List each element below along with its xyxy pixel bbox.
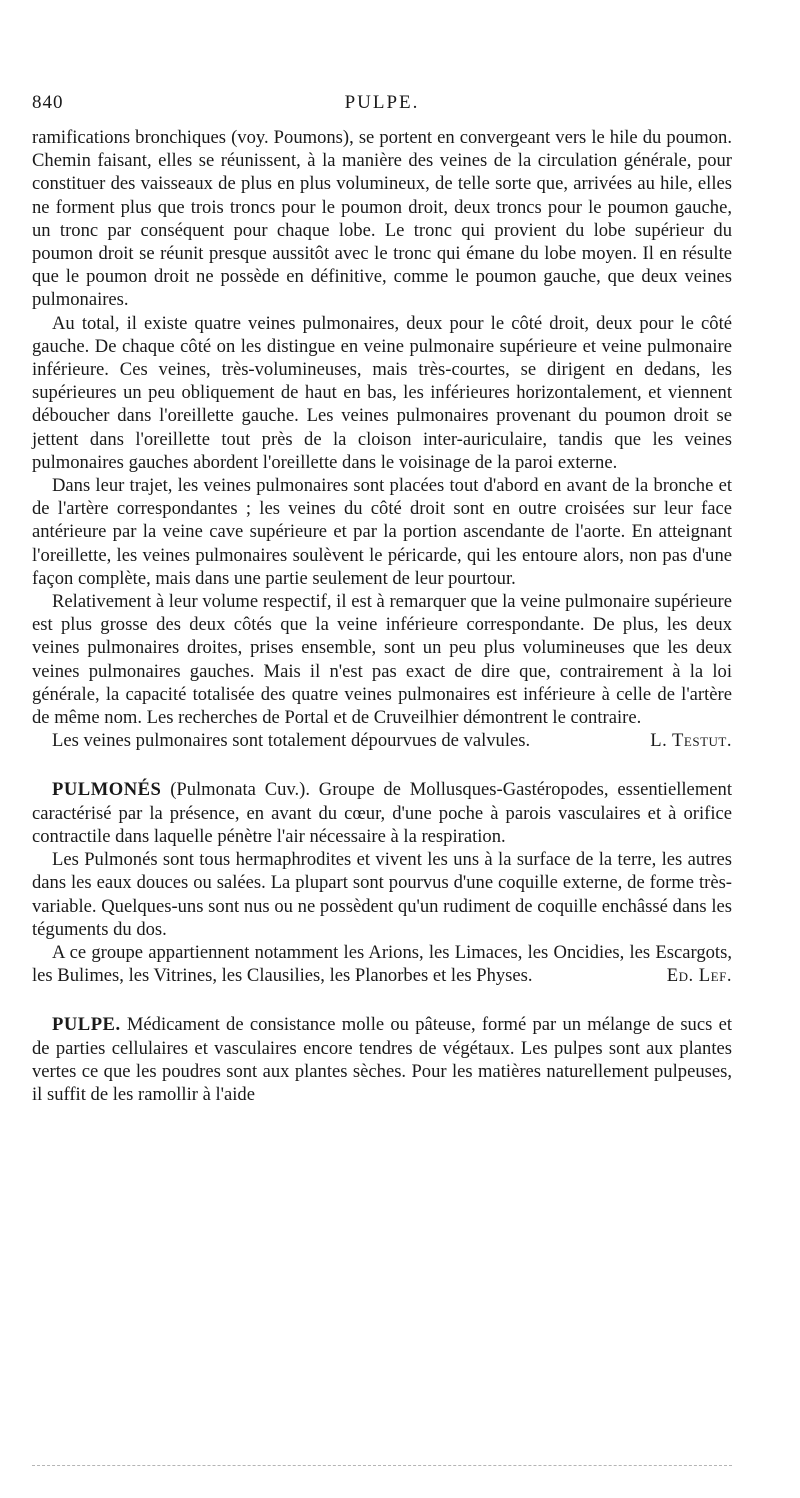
pulmones-definition-text: (Pulmonata Cuv.). Groupe de Mollusques-Gastéropodes, essentiellement caractérisé par la présence, en avant du cœur, d'une poche à parois vasculaires et à orifice contractile dans laquelle pénètre l'air nécessaire à la respiration. xyxy=(32,779,732,847)
veines-closing-text: Les veines pulmonaires sont totalement dépourvues de valvules. xyxy=(52,730,531,752)
veines-paragraph-3: Dans leur trajet, les veines pulmonaires sont placées tout d'abord en avant de la bronche et de l'artère correspondantes ; les veines du côté droit sont en outre croisées sur leur face antérieure par la veine cave supérieure et par la portion ascendante de l'aorte. En atteignant l'oreillette, les veines pulmonaires soulèvent le péricarde, qui les entoure alors, non pas d'une façon complète, mais dans une partie seulement de leur pourtour. xyxy=(32,475,732,589)
pulmones-paragraph-3 xyxy=(32,941,732,987)
veines-paragraph-5 xyxy=(32,729,732,752)
veines-paragraph-2: Au total, il existe quatre veines pulmonaires, deux pour le côté droit, deux pour le côté gauche. De chaque côté on les distingue en veine pulmonaire supérieure et veine pulmonaire inférieure. Ces veines, très-volumineuses, mais très-courtes, se dirigent en dedans, les supérieures un peu obliquement de haut en bas, les inférieures horizontalement, et viennent déboucher dans l'oreillette gauche. Les veines pulmonaires provenant du poumon droit se jettent dans l'oreillette tout près de la cloison inter-auriculaire, tandis que les veines pulmonaires gauches abordent l'oreillette dans le voisinage de la paroi externe. xyxy=(32,312,732,473)
page-header xyxy=(32,92,732,118)
entry-term: PULMONÉS xyxy=(52,779,162,801)
pulmones-paragraph-3-text: A ce groupe appartiennent notamment les Arions, les Limaces, les Oncidies, les Escargots, les Bulimes, les Vitrines, les Clausilies, les Planorbes et les Physes. xyxy=(32,941,732,987)
article-body xyxy=(32,126,732,1106)
running-title: PULPE. xyxy=(344,92,420,113)
pulpe-definition-text: Médicament de consistance molle ou pâteuse, formé par un mélange de sucs et de parties cellulaires et vasculaires encore tendres de végétaux. Les pulpes sont aux plantes vertes ce que les poudres sont aux plantes sèches. Pour les matières naturellement pulpeuses, il suffit de les ramollir à l'aide xyxy=(32,1014,732,1105)
entry-separator xyxy=(32,752,732,778)
page xyxy=(32,0,732,1498)
pulmones-paragraph-2: Les Pulmonés sont tous hermaphrodites et vivent les uns à la surface de la terre, les autres dans les eaux douces ou salées. La plupart sont pourvus d'une coquille externe, de forme très-variable. Quelques-uns sont nus ou ne possèdent qu'un rudiment de coquille enchâssé dans les téguments du dos. xyxy=(32,849,732,940)
footer-rule xyxy=(32,1465,732,1466)
author-signature: L. Testut. xyxy=(650,730,732,752)
pulmones-definition xyxy=(32,778,732,848)
page-number: 840 xyxy=(32,92,64,113)
veines-paragraph-4: Relativement à leur volume respectif, il est à remarquer que la veine pulmonaire supérieure est plus grosse des deux côtés que la veine inférieure correspondante. De plus, les deux veines pulmonaires droites, prises ensemble, sont un peu plus volumineuses que les deux veines pulmonaires gauches. Mais il n'est pas exact de dire que, contrairement à la loi générale, la capacité totalisée des quatre veines pulmonaires est inférieure à celle de l'artère de même nom. Les recherches de Portal et de Cruveilhier démontrent le contraire. xyxy=(32,591,732,729)
pulpe-definition xyxy=(32,1013,732,1106)
veines-paragraph-1: ramifications bronchiques (voy. Poumons), se portent en convergeant vers le hile du poumon. Chemin faisant, elles se réunissent, à la manière des veines de la circulation générale, pour constituer des vaisseaux de plus en plus volumineux, de telle sorte que, arrivées au hile, elles ne forment plus que trois troncs pour le poumon droit, deux troncs pour le poumon gauche, un tronc par conséquent pour chaque lobe. Le tronc qui provient du lobe supérieur du poumon droit se réunit presque aussitôt avec le tronc qui émane du lobe moyen. Il en résulte que le poumon droit ne possède en définitive, comme le poumon gauche, que deux veines pulmonaires. xyxy=(32,127,732,311)
author-signature: Ed. Lef. xyxy=(666,965,732,987)
entry-separator xyxy=(32,987,732,1013)
entry-term: PULPE. xyxy=(52,1014,121,1036)
